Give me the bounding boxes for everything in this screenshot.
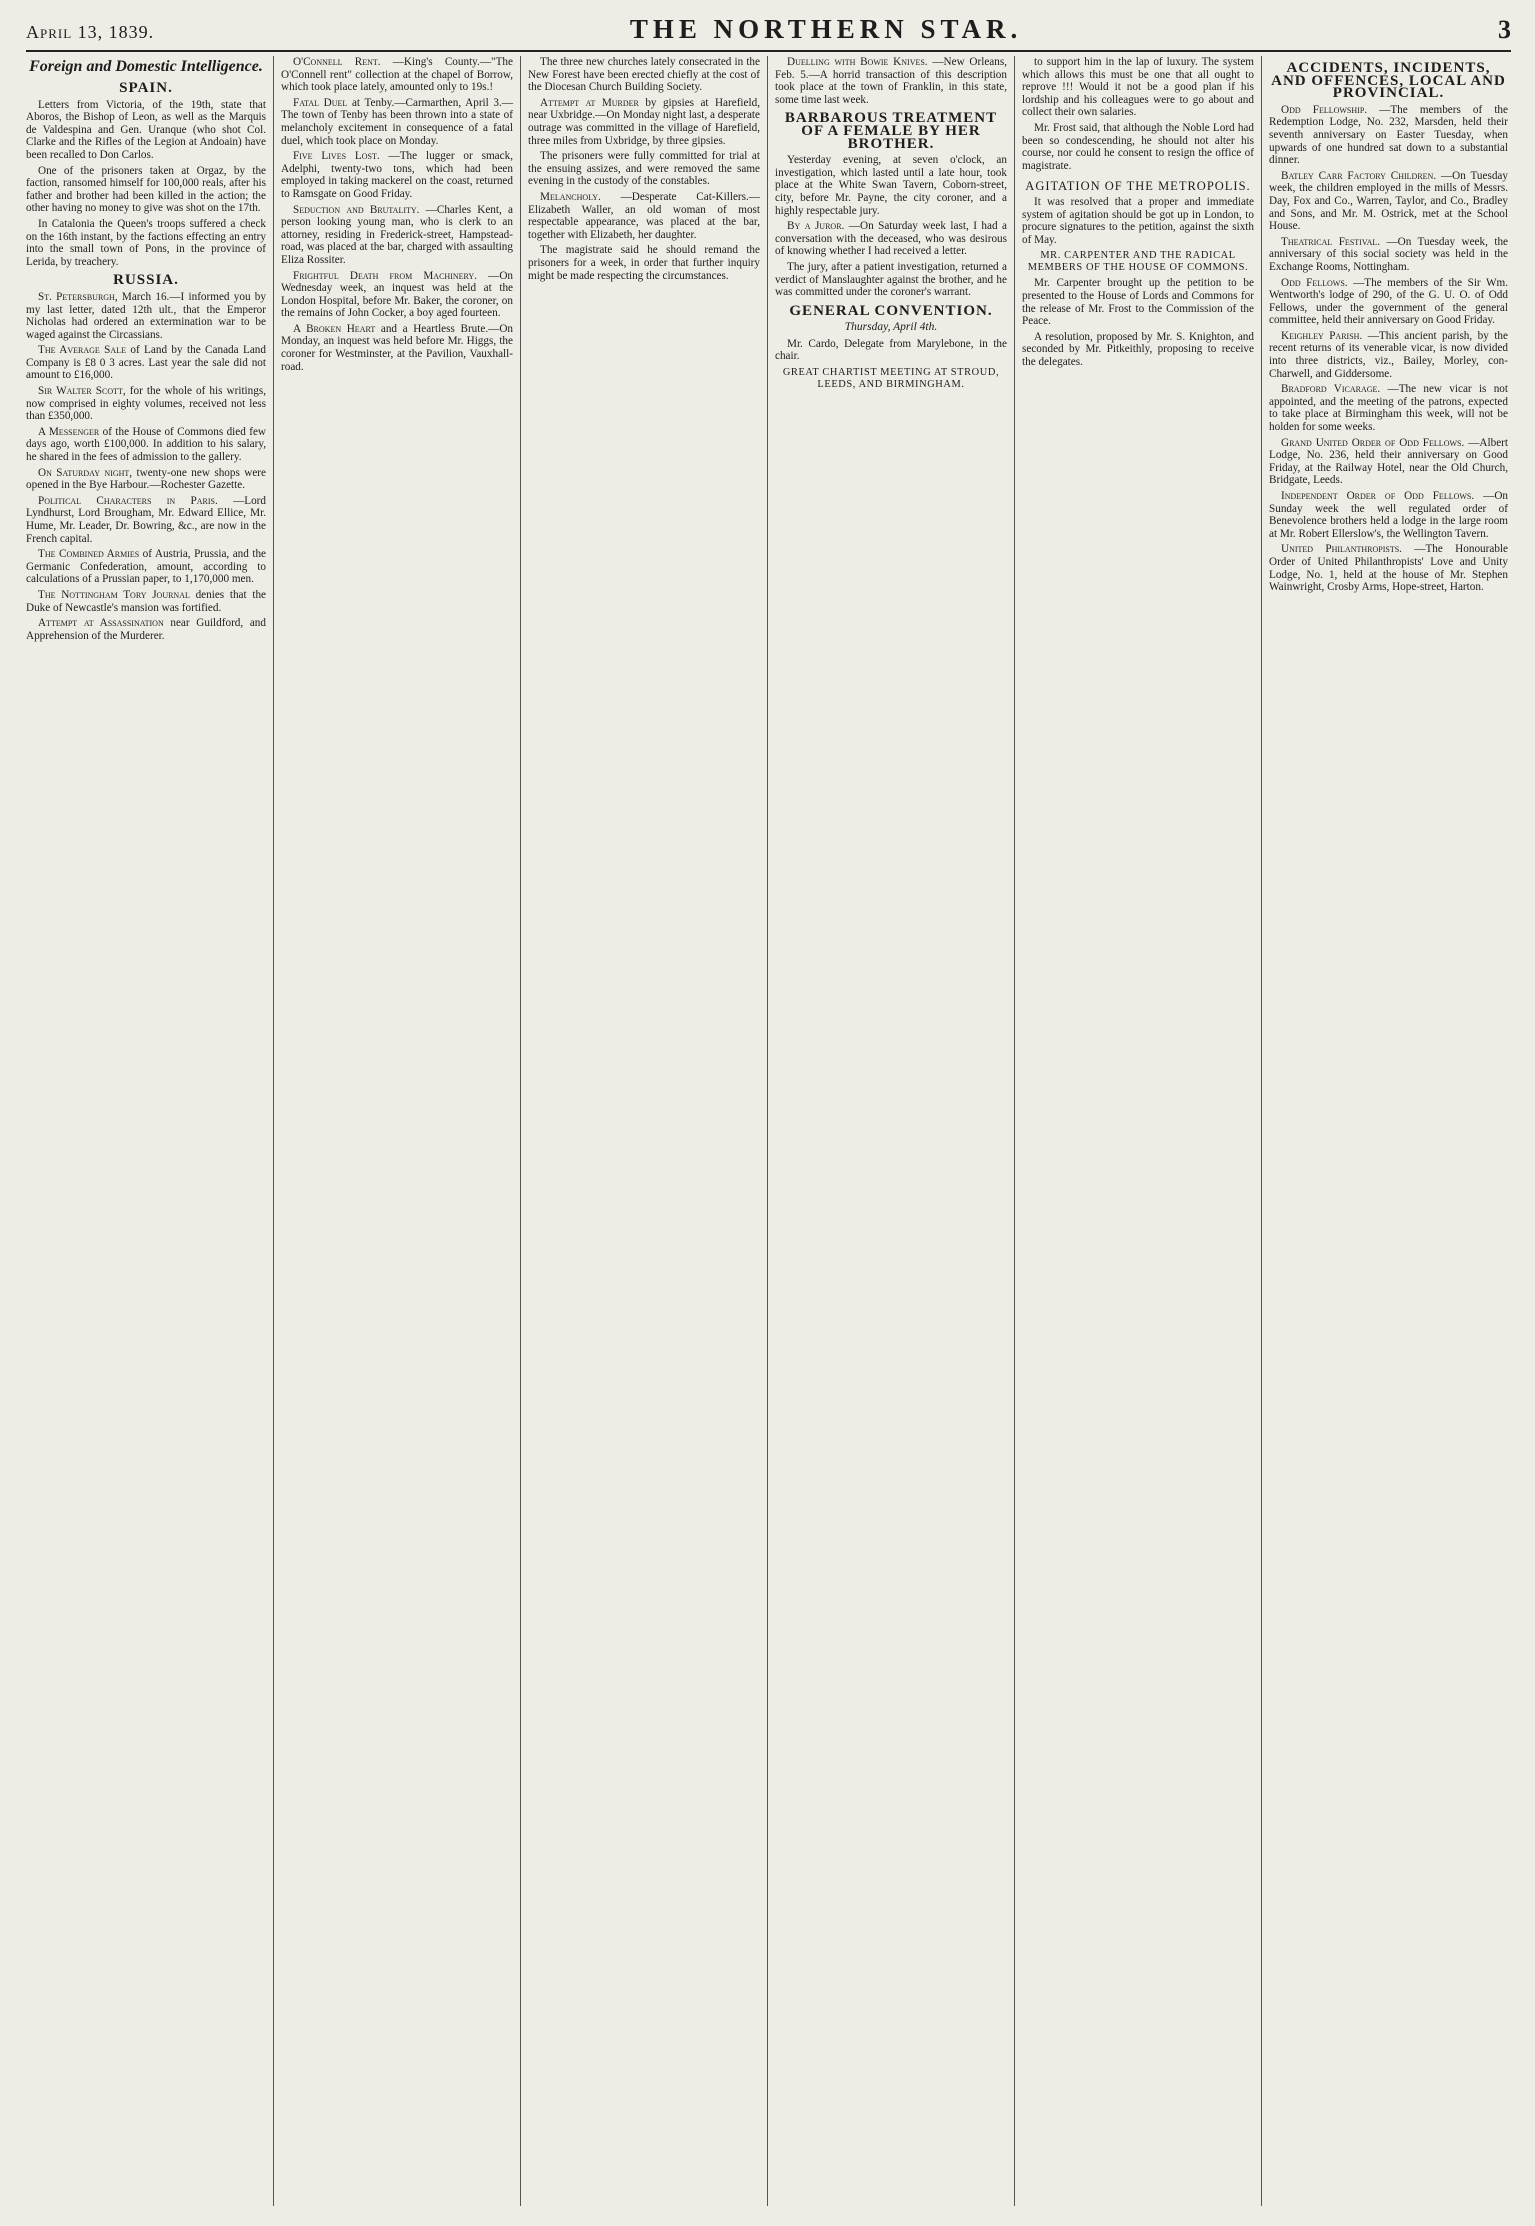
column-1 <box>26 56 273 2206</box>
paragraph-lead: The Average Sale <box>38 344 131 357</box>
column-4 <box>767 56 1014 2206</box>
paragraph-lead: United Philanthropists. <box>1281 543 1415 556</box>
article-paragraph: A Messenger of the House of Commons died few days ago, worth £100,000. In addition to his salary, he shared in the fees of admission to the gallery. <box>26 425 266 464</box>
paragraph-lead: Independent Order of Odd Fellows. <box>1281 490 1484 502</box>
paragraph-lead: A Messenger <box>38 425 103 438</box>
article-paragraph: Grand United Order of Odd Fellows. —Albert Lodge, No. 236, held their anniversary on Good Friday, at the Railway Hotel, near the Old Church, Bridgate, Leeds. <box>1269 436 1508 487</box>
article-paragraph: The magistrate said he should remand the prisoners for a week, in order that further inquiry might be made respecting the circumstances. <box>528 244 760 282</box>
paragraph-lead: Seduction and Brutality. <box>293 203 426 216</box>
subheading: AGITATION OF THE METROPOLIS. <box>1025 179 1251 194</box>
newspaper-title: THE NORTHERN STAR. <box>629 14 1023 44</box>
article-paragraph: The prisoners were fully committed for trial at the ensuing assizes, and were removed the same evening in the custody of the constables. <box>528 150 760 188</box>
article-paragraph: The Average Sale of Land by the Canada Land Company is £8 0 3 acres. Last year the sale did not amount to £16,000. <box>26 344 266 382</box>
article-paragraph: In Catalonia the Queen's troops suffered a check on the 16th instant, by the factions effecting an entry into the small town of Pons, in the province of Lerida, by treachery. <box>26 217 266 268</box>
article-paragraph: On Saturday night, twenty-one new shops were opened in the Bye Harbour.—Rochester Gazette. <box>26 466 266 492</box>
section-title: ACCIDENTS, INCIDENTS, AND OFFENCES, LOCAL AND PROVINCIAL. <box>1271 60 1506 102</box>
article-paragraph: Odd Fellowship. —The members of the Redemption Lodge, No. 232, Marsden, held their seventh anniversary on Easter Tuesday, when upwards of one hundred sat down to a substantial dinner. <box>1269 103 1508 167</box>
article-columns <box>26 56 1511 2206</box>
article-paragraph: Yesterday evening, at seven o'clock, an investigation, which lasted until a late hour, took place at the White Swan Tavern, Coborn-street, city, before Mr. Payne, the city coroner, and a highly respectable jury. <box>775 154 1007 217</box>
article-paragraph: Duelling with Bowie Knives. —New Orleans, Feb. 5.—A horrid transaction of this description took place at the town of Franklin, in this state, some time last week. <box>775 56 1008 106</box>
column-3 <box>520 56 767 2206</box>
column-5 <box>1014 56 1261 2206</box>
article-paragraph: to support him in the lap of luxury. The system which allows this must be one that all ought to reprove !!! Would it not be a good plan if his lordship and his colleagues were to go about and collect their own salaries. <box>1022 56 1254 119</box>
article-paragraph: Fatal Duel at Tenby.—Carmarthen, April 3.—The town of Tenby has been thrown into a state of melancholy excitement in consequence of a fatal duel, which took place on Monday. <box>281 96 514 147</box>
article-paragraph: Letters from Victoria, of the 19th, state that Aboros, the Bishop of Leon, as well as the Marquis de Valdespina and Gen. Uranque (who shot Col. Clarke and the Rifles of the Legion at Andoain) have been recalled to Don Carlos. <box>26 98 266 161</box>
paragraph-lead: By a Juror. <box>787 220 849 233</box>
article-paragraph: Odd Fellows. —The members of the Sir Wm. Wentworth's lodge of 290, of the G. U. O. of Odd Fellows, under the government of the general committee, held their anniversary on Good Friday. <box>1269 276 1508 327</box>
paragraph-lead: Batley Carr Factory Children. <box>1281 169 1441 182</box>
column-2 <box>273 56 520 2206</box>
article-paragraph: Attempt at Assassination near Guildford, and Apprehension of the Murderer. <box>26 617 266 642</box>
article-paragraph: Mr. Frost said, that although the Noble Lord had been so condescending, he should not alter his course, nor could he consent to resign the office of magistrate. <box>1022 121 1254 172</box>
paragraph-lead: Theatrical Festival. <box>1281 235 1387 248</box>
article-paragraph: Bradford Vicarage. —The new vicar is not appointed, and the meeting of the patrons, expected to take place at Birmingham this week, will not be holden for some weeks. <box>1269 383 1508 434</box>
paragraph-lead: The Nottingham Tory Journal <box>38 588 196 601</box>
article-paragraph: Attempt at Murder by gipsies at Harefield, near Uxbridge.—On Monday night last, a desperate outrage was committed in the village of Harefield, three miles from Uxbridge, by three gipsies. <box>528 96 760 147</box>
paragraph-lead: St. Petersburgh, <box>38 290 122 303</box>
dateline: Thursday, April 4th. <box>844 321 938 334</box>
paragraph-lead: Bradford Vicarage. <box>1281 383 1388 396</box>
article-paragraph: The three new churches lately consecrated in the New Forest have been erected chiefly at the cost of the Diocesan Church Building Society. <box>528 56 760 94</box>
paragraph-lead: Attempt at Assassination <box>38 617 171 630</box>
masthead <box>26 14 1511 48</box>
paragraph-lead: Five Lives Lost. <box>293 150 389 163</box>
article-paragraph: It was resolved that a proper and immediate system of agitation should be got up in London, to procure signatures to the petition, against the sixth of May. <box>1022 195 1254 246</box>
paragraph-lead: Sir Walter Scott, <box>38 385 130 398</box>
article-paragraph: Melancholy. —Desperate Cat-Killers.—Elizabeth Waller, an old woman of most respectable appearance, was placed at the bar, together with Elizabeth, her daughter. <box>528 190 760 241</box>
paragraph-lead: Odd Fellowship. <box>1281 103 1380 116</box>
article-paragraph: The Nottingham Tory Journal denies that the Duke of Newcastle's mansion was fortified. <box>26 588 266 614</box>
paragraph-lead: Attempt at Murder <box>540 96 646 109</box>
article-paragraph: Keighley Parish. —This ancient parish, by the recent returns of its venerable vicar, is now divided into three districts, viz., Bailey, Morley, con-Charwell, and Giddersome. <box>1269 329 1508 380</box>
article-paragraph: Five Lives Lost. —The lugger or smack, Adelphi, twenty-two tons, which had been employed in taking mackerel on the coast, returned to Ramsgate on Good Friday. <box>281 150 514 200</box>
article-paragraph: Frightful Death from Machinery. —On Wednesday week, an inquest was held at the London Hospital, before Mr. Baker, the coroner, on the remains of John Cocker, a boy aged fourteen. <box>281 269 513 320</box>
paragraph-lead: Frightful Death from Machinery. <box>293 269 489 282</box>
section-title: SPAIN. <box>119 80 173 96</box>
article-paragraph: Seduction and Brutality. —Charles Kent, a person looking young man, who is clerk to an attorney, residing in Frederick-street, Hampstead-road, was placed at the bar, charged with assaulting Eliza Rossiter. <box>281 203 513 266</box>
section-title: BARBAROUS TREATMENT OF A FEMALE BY HER BROTHER. <box>784 110 998 152</box>
paragraph-lead: The Combined Armies <box>38 548 143 561</box>
subheading: MR. CARPENTER AND THE RADICAL MEMBERS OF THE HOUSE OF COMMONS. <box>1027 250 1249 273</box>
paragraph-lead: O'Connell Rent. <box>293 56 393 68</box>
article-paragraph: Political Characters in Paris. —Lord Lyndhurst, Lord Brougham, Mr. Edward Ellice, Mr. Hume, Mr. Leader, Dr. Bowring, &c., are now in the French capital. <box>26 494 266 545</box>
article-paragraph: O'Connell Rent. —King's County.—"The O'Connell rent" collection at the chapel of Borrow, which took place lately, amounted only to 19s.! <box>281 56 513 94</box>
article-paragraph: The Combined Armies of Austria, Prussia, and the Germanic Confederation, amount, according to calculations of a Prussian paper, to 1,170,000 men. <box>26 548 266 586</box>
article-paragraph: Independent Order of Odd Fellows. —On Sunday week the well regulated order of Benevolence brothers held a lodge in the large room at Mr. Robert Ellerslow's, the Wellington Tavern. <box>1269 490 1508 540</box>
article-paragraph: Theatrical Festival. —On Tuesday week, the anniversary of this social society was held in the Exchange Rooms, Nottingham. <box>1269 235 1508 273</box>
article-paragraph: Mr. Cardo, Delegate from Marylebone, in the chair. <box>775 337 1007 363</box>
article-paragraph: A resolution, proposed by Mr. S. Knighton, and seconded by Mr. Pitkeithly, proposing to receive the delegates. <box>1022 330 1254 368</box>
column-header: Foreign and Domestic Intelligence. <box>29 58 263 75</box>
paragraph-lead: A Broken Heart <box>293 322 381 335</box>
column-6 <box>1261 56 1508 2206</box>
issue-date: April 13, 1839. <box>26 22 155 42</box>
article-paragraph: Sir Walter Scott, for the whole of his writings, now comprised in eighty volumes, received not less than £350,000. <box>26 385 266 423</box>
article-paragraph: United Philanthropists. —The Honourable Order of United Philanthropists' Love and Unity Lodge, No. 1, held at the house of Mr. Stephen Wainwright, Crosby Arms, Hope-street, Harton. <box>1269 543 1508 594</box>
masthead-rule <box>26 50 1511 52</box>
page-number: 3 <box>1498 15 1511 44</box>
article-paragraph: St. Petersburgh, March 16.—I informed you by my last letter, dated 12th ult., that the Emperor Nicholas had ordered an extermination war to be waged against the Circassians. <box>26 290 266 341</box>
paragraph-lead: Melancholy. <box>540 190 621 203</box>
paragraph-lead: On Saturday night, <box>38 466 137 479</box>
article-paragraph: The jury, after a patient investigation, returned a verdict of Manslaughter against the brother, and he was committed under the coroner's warrant. <box>775 260 1007 299</box>
paragraph-lead: Duelling with Bowie Knives. <box>787 56 933 68</box>
article-paragraph: A Broken Heart and a Heartless Brute.—On Monday, an inquest was held before Mr. Higgs, the coroner for Westminster, at the Pavilion, Vauxhall-road. <box>281 322 513 373</box>
paragraph-lead: Keighley Parish. <box>1281 329 1368 342</box>
paragraph-lead: Grand United Order of Odd Fellows. <box>1281 436 1469 449</box>
section-title: GENERAL CONVENTION. <box>789 302 993 319</box>
article-paragraph: One of the prisoners taken at Orgaz, by the faction, ransomed himself for 100,000 reals, after his father and brother had been killed in the action; the other having no money to give was shot on the 17th. <box>26 164 266 215</box>
subheading: GREAT CHARTIST MEETING AT STROUD, LEEDS, AND BIRMINGHAM. <box>782 367 1000 390</box>
article-paragraph: By a Juror. —On Saturday week last, I had a conversation with the deceased, who was desirous of knowing whether I had received a letter. <box>775 220 1007 258</box>
paragraph-lead: Odd Fellows. <box>1281 276 1354 289</box>
article-paragraph: Batley Carr Factory Children. —On Tuesday week, the children employed in the mills of Messrs. Day, Fox and Co., Warren, Taylor, and Co., Bradley and Sons, and Mr. M. Ostrick, met at the School House. <box>1269 169 1508 233</box>
section-title: RUSSIA. <box>113 272 179 289</box>
paragraph-lead: Fatal Duel <box>293 96 352 109</box>
paragraph-lead: Political Characters in Paris. <box>38 494 234 507</box>
article-paragraph: Mr. Carpenter brought up the petition to be presented to the House of Lords and Commons for the release of Mr. Frost to the Commission of the Peace. <box>1022 277 1254 328</box>
